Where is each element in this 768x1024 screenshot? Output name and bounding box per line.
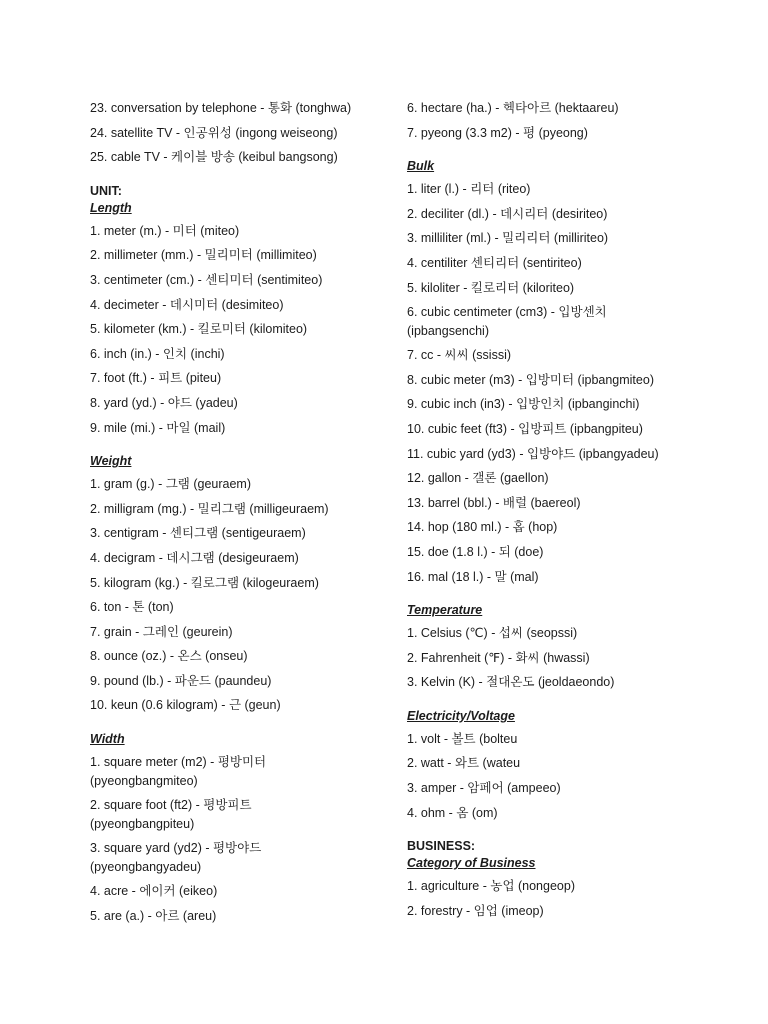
category-heading: Category of Business [407,856,536,871]
list-item: 3. amper - 암페어 (ampeeo) [407,781,561,796]
list-item: 1. meter (m.) - 미터 (miteo) [90,223,240,238]
list-item: 7. cc - 씨씨 (ssissi) [407,348,512,363]
list-item: 5. kilometer (km.) - 킬로미터 (kilomiteo) [90,322,308,337]
list-item: 2. watt - 와트 (wateu [407,756,521,771]
list-item: 3. centigram - 센티그램 (sentigeuraem) [90,526,306,541]
list-item: 6. inch (in.) - 인치 (inchi) [90,346,225,361]
list-item: 2. forestry - 임업 (imeop) [407,903,544,918]
list-item: 15. doe (1.8 l.) - 되 (doe) [407,544,544,559]
list-item: 7. grain - 그레인 (geurein) [90,624,233,639]
list-item: 9. cubic inch (in3) - 입방인치 (ipbanginchi) [407,397,640,412]
business-heading: BUSINESS: [407,839,476,854]
list-item: 6. hectare (ha.) - 헥타아르 (hektaareu) [407,101,619,115]
list-item: 3. square yard (yd2) - 평방야드 (pyeongbangyadeu) [90,841,262,874]
list-item: 1. Celsius (℃) - 섭씨 (seopssi) [407,626,578,641]
bulk-heading: Bulk [407,159,435,174]
list-item: 1. volt - 볼트 (bolteu [407,731,518,746]
section-gap [90,718,390,731]
list-item: 3. centimeter (cm.) - 센티미터 (sentimiteo) [90,272,323,287]
list-item: 5. kiloliter - 킬로리터 (kiloriteo) [407,280,575,295]
list-item: 4. ohm - 옴 (om) [407,805,498,820]
list-item: 3. milliliter (ml.) - 밀리리터 (milliriteo) [407,231,609,246]
list-item: 9. pound (lb.) - 파운드 (paundeu) [90,673,272,688]
list-item: 2. milligram (mg.) - 밀리그램 (milligeuraem) [90,501,329,516]
unit-heading: UNIT: [90,183,122,198]
list-item: 6. ton - 톤 (ton) [90,600,174,615]
list-item: 2. square foot (ft2) - 평방피트 (pyeongbangpiteu) [90,798,252,831]
list-item: 2. millimeter (mm.) - 밀리미터 (millimiteo) [90,248,317,263]
list-item: 12. gallon - 갤론 (gaellon) [407,471,549,486]
section-gap [407,145,707,158]
left-column [90,96,390,928]
list-item: 8. cubic meter (m3) - 입방미터 (ipbangmiteo) [407,372,654,387]
list-item: 3. Kelvin (K) - 절대온도 (jeoldaeondo) [407,675,615,690]
section-gap [407,695,707,708]
list-item: 4. decigram - 데시그램 (desigeuraem) [90,550,299,565]
right-column [407,96,707,923]
list-item: 8. ounce (oz.) - 온스 (onseu) [90,649,248,664]
list-item: 1. agriculture - 농업 (nongeop) [407,879,575,894]
list-item: 2. Fahrenheit (℉) - 화씨 (hwassi) [407,650,590,665]
electricity-heading: Electricity/Voltage [407,708,515,723]
list-item: 5. kilogram (kg.) - 킬로그램 (kilogeuraem) [90,575,319,590]
list-item: 23. conversation by telephone - 통화 (tonghwa) [90,101,352,115]
list-item: 25. cable TV - 케이블 방송 (keibul bangsong) [90,150,338,165]
length-heading: Length [90,200,132,215]
list-item: 16. mal (18 l.) - 말 (mal) [407,569,539,584]
section-gap [90,170,390,183]
list-item: 11. cubic yard (yd3) - 입방야드 (ipbangyadeu) [407,446,659,461]
section-gap [407,825,707,838]
list-item: 10. cubic feet (ft3) - 입방피트 (ipbangpiteu) [407,421,643,436]
section-gap [90,440,390,453]
list-item: 24. satellite TV - 인공위성 (ingong weiseong) [90,125,338,140]
temperature-heading: Temperature [407,603,483,618]
list-item: 6. cubic centimeter (cm3) - 입방센치 (ipbangsenchi) [407,305,607,338]
list-item: 8. yard (yd.) - 야드 (yadeu) [90,395,238,410]
list-item: 4. decimeter - 데시미터 (desimiteo) [90,297,284,312]
list-item: 7. foot (ft.) - 피트 (piteu) [90,371,222,386]
list-item: 4. centiliter 센티리터 (sentiriteo) [407,255,582,270]
weight-heading: Weight [90,454,132,469]
list-item: 10. keun (0.6 kilogram) - 근 (geun) [90,698,281,713]
list-item: 9. mile (mi.) - 마일 (mail) [90,420,226,435]
list-item: 4. acre - 에이커 (eikeo) [90,884,218,899]
list-item: 1. gram (g.) - 그램 (geuraem) [90,477,251,492]
list-item: 14. hop (180 ml.) - 홉 (hop) [407,520,558,535]
section-gap [407,589,707,602]
list-item: 13. barrel (bbl.) - 배럴 (baereol) [407,495,581,510]
list-item: 2. deciliter (dl.) - 데시리터 (desiriteo) [407,206,608,221]
list-item: 1. liter (l.) - 리터 (riteo) [407,182,531,197]
list-item: 5. are (a.) - 아르 (areu) [90,908,217,923]
list-item: 7. pyeong (3.3 m2) - 평 (pyeong) [407,125,588,140]
list-item: 1. square meter (m2) - 평방미터 (pyeongbangmiteo) [90,755,267,788]
width-heading: Width [90,732,125,747]
